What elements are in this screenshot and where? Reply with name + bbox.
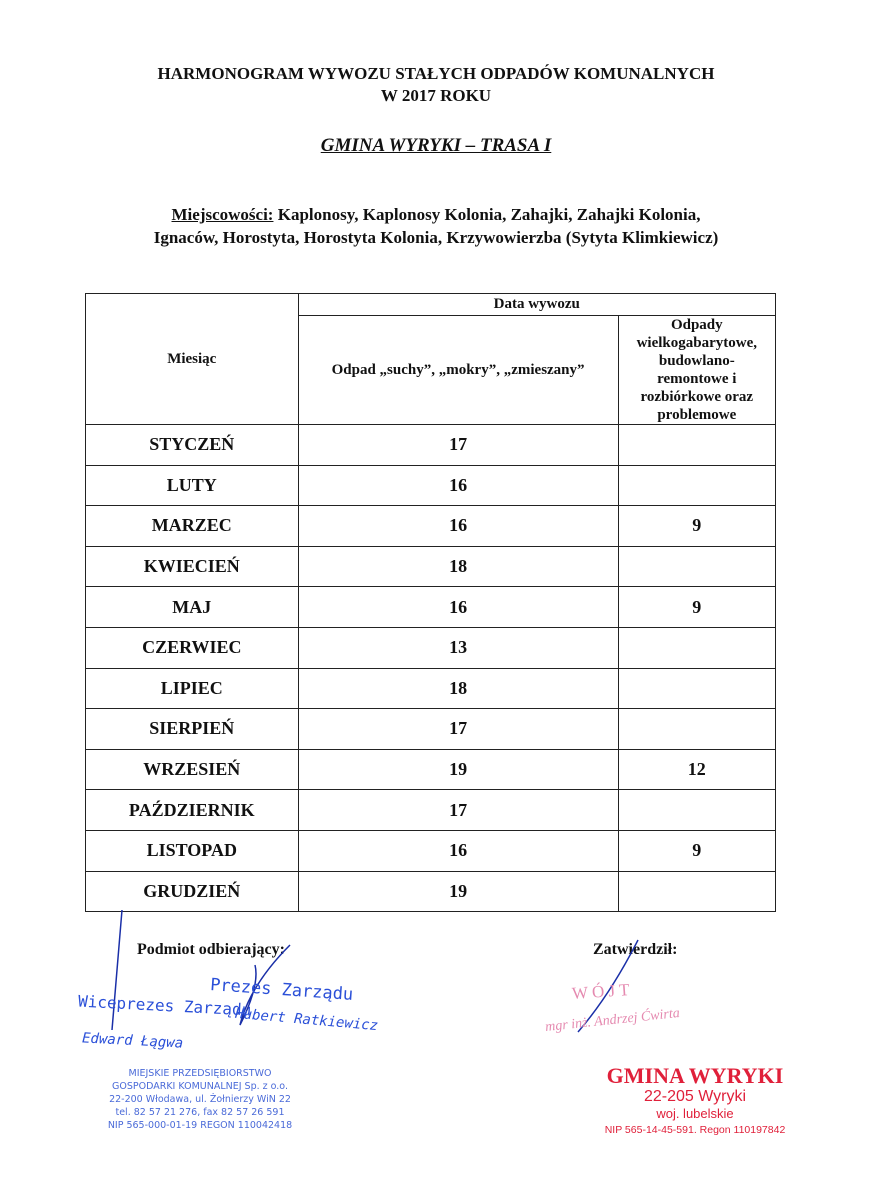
header-bulky-waste: Odpady wielkogabarytowe, budowlano-remontowe i rozbiórkowe oraz problemowe xyxy=(618,316,775,425)
table-row xyxy=(86,546,776,587)
table-row xyxy=(86,830,776,871)
dry-waste-date-cell: 16 xyxy=(298,465,618,506)
company-stamp-line: 22-200 Włodawa, ul. Żołnierzy WiN 22 xyxy=(109,1094,291,1105)
table-row xyxy=(86,587,776,628)
dry-waste-date-cell: 18 xyxy=(298,546,618,587)
bulky-waste-date-cell: 9 xyxy=(618,506,775,547)
stamp-president: Prezes Zarządu xyxy=(209,975,354,1005)
table-row xyxy=(86,790,776,831)
stamp-mayor-name: mgr inż. Andrzej Ćwirta xyxy=(544,1005,681,1036)
dry-waste-date-cell: 17 xyxy=(298,790,618,831)
localities-label: Miejscowości: xyxy=(171,205,274,224)
bulky-waste-date-cell xyxy=(618,546,775,587)
month-cell: LISTOPAD xyxy=(86,830,299,871)
collector-label: Podmiot odbierający: xyxy=(137,941,285,958)
dry-waste-date-cell: 19 xyxy=(298,871,618,912)
stamp-president-name: Hubert Ratkiewicz xyxy=(234,1005,379,1035)
bulky-waste-date-cell: 9 xyxy=(618,830,775,871)
dry-waste-date-cell: 17 xyxy=(298,709,618,750)
approved-label: Zatwierdził: xyxy=(593,941,678,958)
header-date-group: Data wywozu xyxy=(298,294,775,316)
dry-waste-date-cell: 16 xyxy=(298,830,618,871)
localities-line-1: Kaplonosy, Kaplonosy Kolonia, Zahajki, Zahajki Kolonia, xyxy=(273,205,701,224)
bulky-waste-date-cell: 9 xyxy=(618,587,775,628)
office-stamp-line: 22-205 Wyryki xyxy=(643,1088,747,1105)
stamp-mayor: W Ó J T xyxy=(571,980,631,1003)
month-cell: PAŹDZIERNIK xyxy=(86,790,299,831)
office-stamp-line: woj. lubelskie xyxy=(656,1106,734,1121)
month-cell: SIERPIEŃ xyxy=(86,709,299,750)
company-stamp-line: NIP 565-000-01-19 REGON 110042418 xyxy=(107,1120,293,1131)
title-line-1: HARMONOGRAM WYWOZU STAŁYCH ODPADÓW KOMUNALNYCH xyxy=(157,64,715,83)
bulky-waste-date-cell: 12 xyxy=(618,749,775,790)
month-cell: WRZESIEŃ xyxy=(86,749,299,790)
dry-waste-date-cell: 13 xyxy=(298,627,618,668)
office-stamp-line: NIP 565-14-45-591. Regon 110197842 xyxy=(604,1124,786,1136)
month-cell: GRUDZIEŃ xyxy=(86,871,299,912)
dry-waste-date-cell: 18 xyxy=(298,668,618,709)
schedule-table xyxy=(85,293,776,912)
table-row xyxy=(86,749,776,790)
bulky-waste-date-cell xyxy=(618,709,775,750)
dry-waste-date-cell: 19 xyxy=(298,749,618,790)
month-cell: STYCZEŃ xyxy=(86,425,299,466)
bulky-waste-date-cell xyxy=(618,668,775,709)
subtitle: GMINA WYRYKI – TRASA I xyxy=(320,135,552,156)
month-cell: MAJ xyxy=(86,587,299,628)
table-row xyxy=(86,465,776,506)
stamp-vice-president: Wiceprezes Zarządu xyxy=(77,991,252,1020)
company-stamp xyxy=(100,1067,300,1132)
table-row xyxy=(86,709,776,750)
month-cell: MARZEC xyxy=(86,506,299,547)
table-row xyxy=(86,506,776,547)
company-stamp-line: MIEJSKIE PRZEDSIĘBIORSTWO xyxy=(128,1068,272,1079)
title-line-2: W 2017 ROKU xyxy=(380,86,492,105)
dry-waste-date-cell: 16 xyxy=(298,506,618,547)
header-dry-waste: Odpad „suchy”, „mokry”, „zmieszany” xyxy=(298,316,618,425)
table-row xyxy=(86,668,776,709)
office-stamp-line: GMINA WYRYKI xyxy=(606,1063,784,1088)
bulky-waste-date-cell xyxy=(618,425,775,466)
month-cell: KWIECIEŃ xyxy=(86,546,299,587)
office-stamp xyxy=(590,1064,800,1138)
dry-waste-date-cell: 16 xyxy=(298,587,618,628)
month-cell: CZERWIEC xyxy=(86,627,299,668)
stamp-vice-president-name: Edward Łągwa xyxy=(81,1030,184,1052)
bulky-waste-date-cell xyxy=(618,627,775,668)
bulky-waste-date-cell xyxy=(618,871,775,912)
table-row xyxy=(86,425,776,466)
bulky-waste-date-cell xyxy=(618,465,775,506)
month-cell: LIPIEC xyxy=(86,668,299,709)
month-cell: LUTY xyxy=(86,465,299,506)
company-stamp-line: GOSPODARKI KOMUNALNEJ Sp. z o.o. xyxy=(112,1081,288,1092)
localities xyxy=(0,203,872,249)
header-month: Miesiąc xyxy=(86,294,299,425)
company-stamp-line: tel. 82 57 21 276, fax 82 57 26 591 xyxy=(115,1107,285,1118)
table-row xyxy=(86,627,776,668)
dry-waste-date-cell: 17 xyxy=(298,425,618,466)
localities-line-2: Ignaców, Horostyta, Horostyta Kolonia, Krzywowierzba (Sytyta Klimkiewicz) xyxy=(153,228,719,247)
bulky-waste-date-cell xyxy=(618,790,775,831)
